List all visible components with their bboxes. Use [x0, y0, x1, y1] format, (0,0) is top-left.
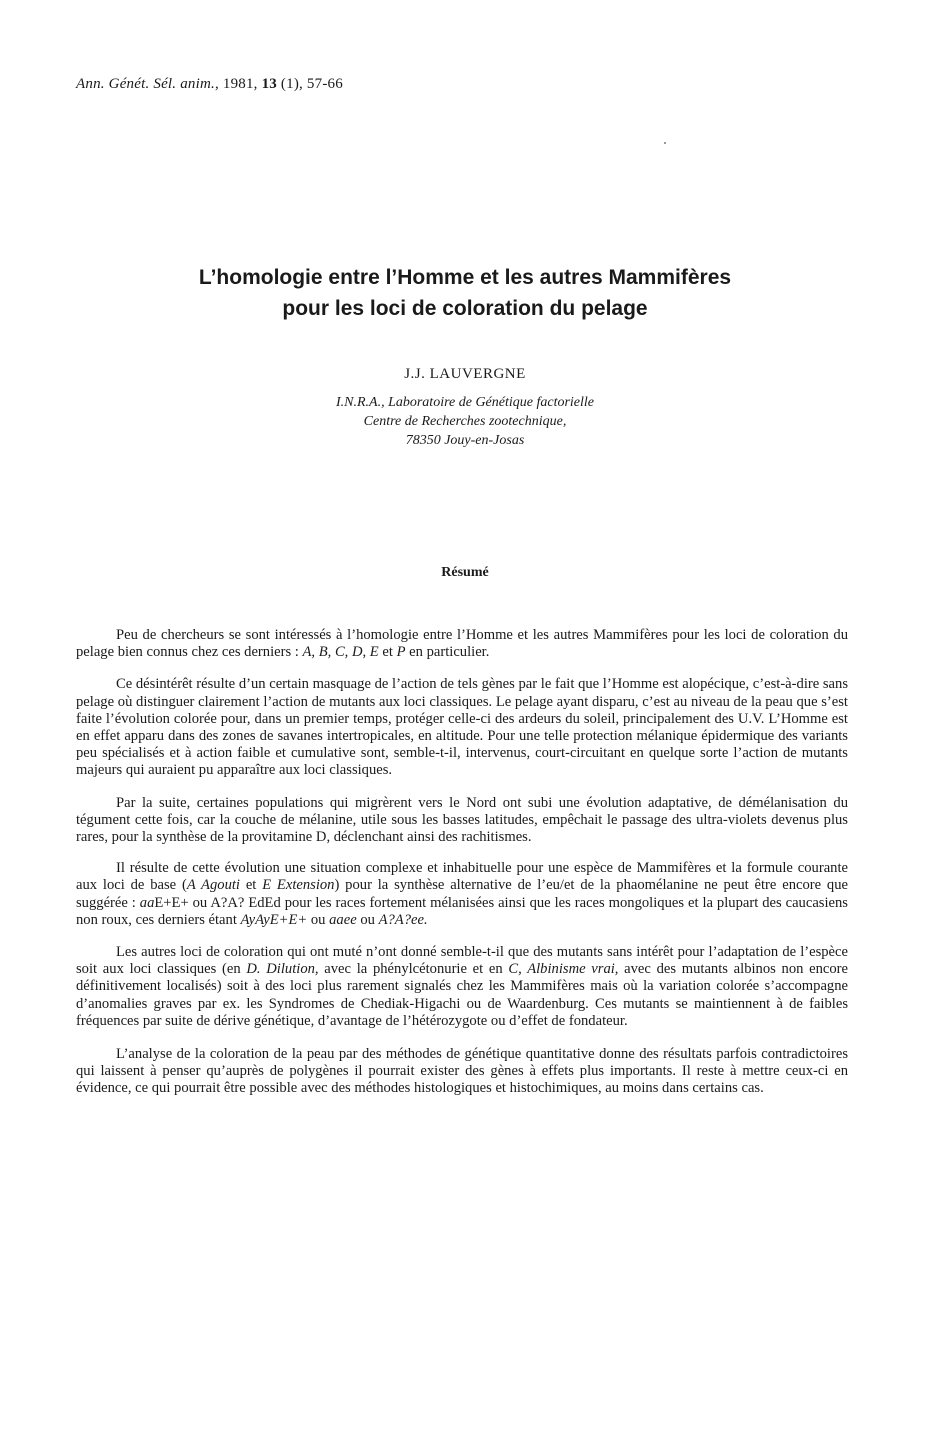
p4-agouti: A Agouti [186, 877, 240, 894]
paper-title [60, 262, 870, 324]
p4-extension: E Extension [262, 877, 335, 894]
title-line-1: L’homologie entre l’Homme et les autres Mammifères [198, 266, 732, 289]
abstract-paragraph-1 [76, 627, 848, 661]
p1-locus-p: P [396, 644, 406, 661]
p4-text-b: et [239, 877, 263, 894]
abstract-paragraph-4 [76, 860, 848, 929]
p4-genotype-5: A?A?ee. [378, 911, 428, 928]
affiliation [60, 393, 870, 450]
p5-text-a: Les autres loci de coloration qui ont muté n’ont donné semble-t-il que des mutants sans intérêt pour l’adaptation de l’espèce soit aux loci classiques (en [76, 944, 848, 978]
affiliation-line-3: 78350 Jouy-en-Josas [405, 433, 525, 448]
p5-albinisme: C, Albinisme vrai, [508, 961, 619, 978]
p4-text-c: ) pour la synthèse alternative de l’eu/et de la phaomélanine ne peut être encore que suggérée : [76, 877, 848, 911]
p5-text-c: avec des mutants albinos non encore définitivement localisés) soit à des loci plus rarement signalés chez les Mammifères mais où la variation colorée s’accompagne d’anomalies graves par ex. les Syndromes de Chediak-Higachi ou de Waardenburg. Ces mutants se maintiennent à de faibles fréquences par suite de dérive génétique, d’avantage de l’hétérozygote ou d’effet de fondateur. [76, 961, 849, 1029]
p4-text-e: ou [307, 911, 330, 928]
p4-genotype-4: aaee [329, 911, 357, 928]
author-name: J.J. LAUVERGNE [404, 366, 526, 382]
title-line-2: pour les loci de coloration du pelage [282, 297, 648, 320]
p5-dilution: D. Dilution, [246, 961, 319, 978]
p4-text-f: ou [356, 911, 379, 928]
p4-genotype-1: aa [139, 894, 155, 911]
journal-year: , 1981, [214, 76, 262, 92]
p1-text-a: Peu de chercheurs se sont intéressés à l’homologie entre l’Homme et les autres Mammifères pour les loci de coloration du pelage bien connus chez ces derniers : [76, 627, 848, 661]
p4-text-a: Il résulte de cette évolution une situation complexe et inhabituelle pour une espèce de Mammifères et la formule courante aux loci de base ( [76, 860, 848, 894]
p4-text-d: ou A?A? EdEd pour les races fortement mélanisées ainsi que les races mongoliques et la plupart des caucasiens non roux, ces derniers étant [76, 894, 848, 928]
abstract-paragraph-6: L’analyse de la coloration de la peau par des méthodes de génétique quantitative donne des résultats parfois contradictoires qui laissent à penser qu’auprès de polygènes il pourrait exister des gènes à effets plus importants. Il reste à mettre ceux-ci en évidence, ce qui pourrait être possible avec des méthodes histologiques et histochimiques, au moins dans certains cas. [76, 1046, 848, 1097]
p4-genotype-2: E+E+ [154, 894, 189, 911]
journal-name: Ann. Génét. Sél. anim. [76, 76, 215, 92]
p1-loci: A, B, C, D, E [302, 644, 379, 661]
affiliation-line-1: I.N.R.A., Laboratoire de Génétique factorielle [335, 395, 595, 410]
journal-pages: (1), 57-66 [276, 76, 343, 92]
p5-text-b: avec la phénylcétonurie et en [318, 961, 509, 978]
p1-text-b: et [378, 644, 397, 661]
abstract-paragraph-5 [76, 944, 848, 1030]
p1-text-c: en particulier. [405, 644, 490, 661]
abstract-heading: Résumé [441, 565, 489, 580]
p4-genotype-3: AyAyE+E+ [240, 911, 308, 928]
abstract-paragraph-2: Ce désintérêt résulte d’un certain masquage de l’action de tels gènes par le fait que l’Homme est alopécique, c’est-à-dire sans pelage où distinguer clairement l’action de mutants aux loci classiques. Le pelage ayant disparu, c’est au niveau de la peau que s’est faite l’évolution colorée pour, dans un premier temps, protéger celle-ci des ardeurs du soleil, principalement des U.V. L’Homme est en effet apparu dans des zones de savanes intertropicales, en altitude. Pour une telle protection mélanique épidermique des variants peu spécialisés et à action faible et cumulative sont, semble-t-il, intervenus, court-circuitant en quelque sorte l’action de mutants majeurs qui auraient pu apparaître aux loci classiques. [76, 676, 848, 779]
scan-speck [664, 142, 666, 144]
abstract-body [76, 627, 848, 1113]
abstract-paragraph-3: Par la suite, certaines populations qui migrèrent vers le Nord ont subi une évolution adaptative, de démélanisation du tégument cette fois, car la couche de mélanine, utile sous les basses latitudes, empêchait le passage des ultra-violets devenus plus rares, pour la synthèse de la provitamine D, déclenchant ainsi des rachitismes. [76, 794, 848, 846]
journal-volume: 13 [261, 76, 277, 92]
journal-reference [76, 76, 343, 93]
affiliation-line-2: Centre de Recherches zootechnique, [363, 414, 567, 429]
